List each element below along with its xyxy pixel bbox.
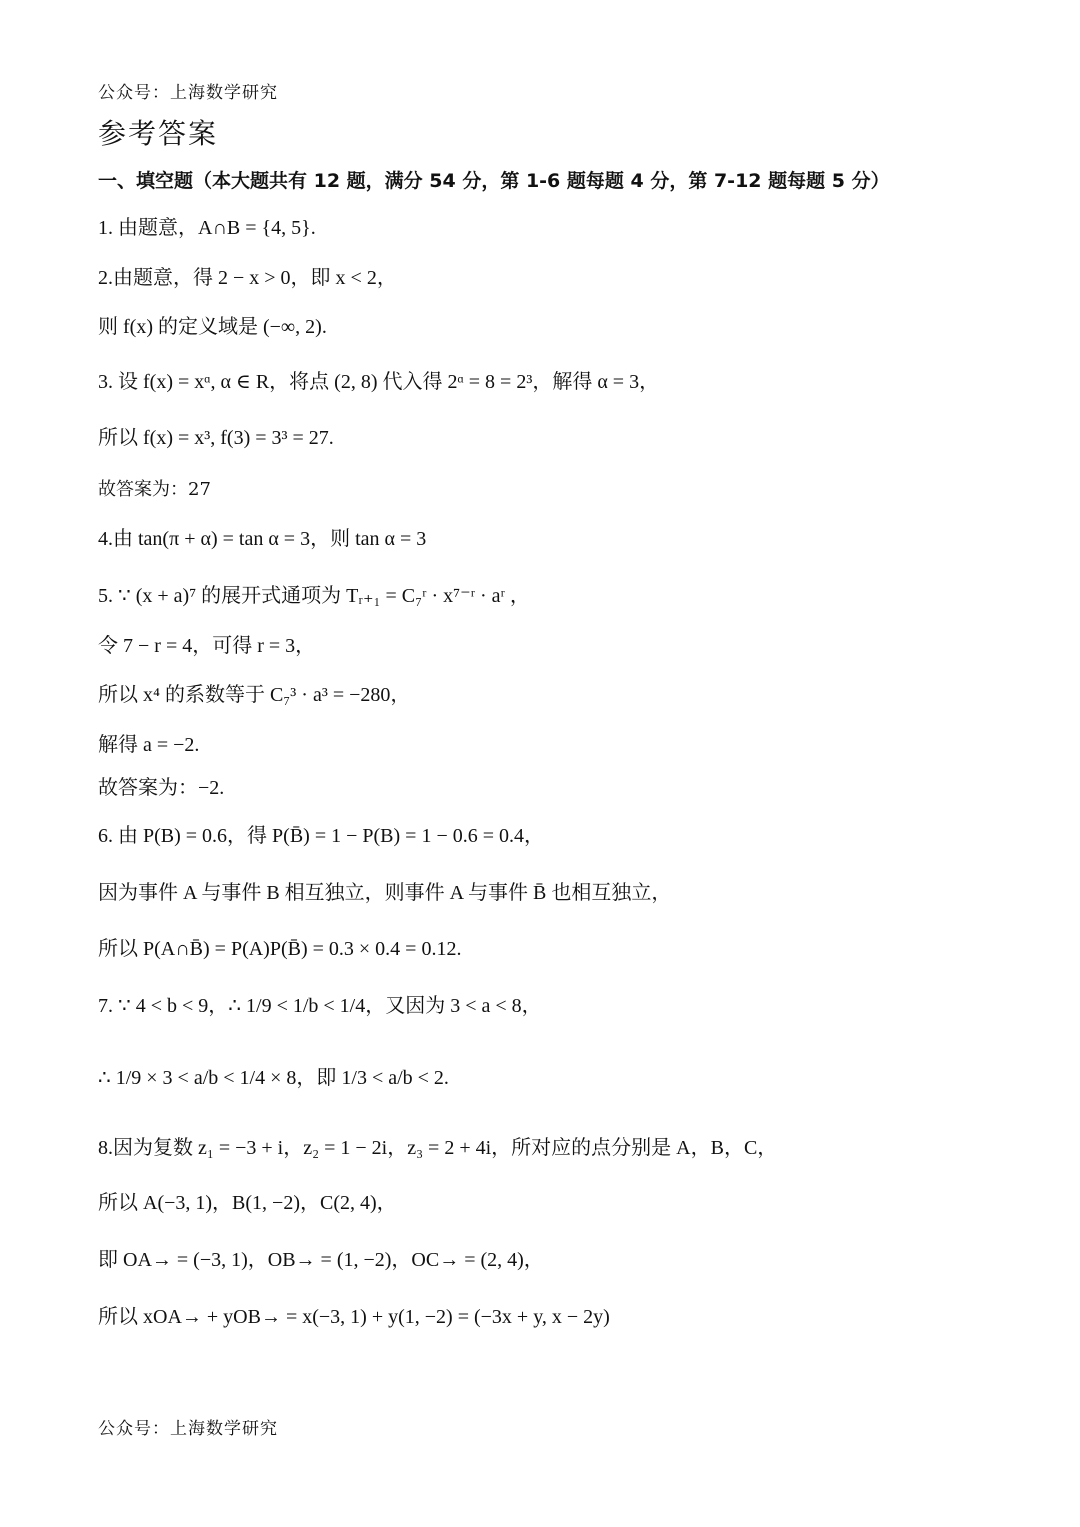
answer-3-line-2: 所以 f(x) = x³, f(3) = 3³ = 27. [98,427,334,449]
answer-5-line-1: 5. ∵ (x + a)⁷ 的展开式通项为 Tᵣ₊₁ = C₇ʳ · x⁷⁻ʳ · aʳ ， [98,585,530,607]
answer-8-line-4: 所以 xOA→ + yOB→ = x(−3, 1) + y(1, −2) = (−3x + y, x − 2y) [98,1306,610,1328]
answer-6-line-1: 6. 由 P(B) = 0.6，得 P(B̄) = 1 − P(B) = 1 − 0.6 = 0.4， [98,825,545,847]
answer-5-line-3: 所以 x⁴ 的系数等于 C₇³ · a³ = −280， [98,684,411,706]
answer-5-line-4: 解得 a = −2. [98,734,200,756]
answer-2-line-2: 则 f(x) 的定义域是 (−∞, 2). [98,316,327,338]
answer-8-line-3: 即 OA→ = (−3, 1)，OB→ = (1, −2)，OC→ = (2, 4)， [98,1249,544,1271]
answer-5-line-2: 令 7 − r = 4，可得 r = 3， [98,635,316,657]
page-title: 参考答案 [98,117,219,150]
answer-6-line-3: 所以 P(A∩B̄) = P(A)P(B̄) = 0.3 × 0.4 = 0.12. [98,938,462,960]
answer-2-line-1: 2.由题意，得 2 − x > 0，即 x < 2， [98,267,397,289]
answer-4-line: 4.由 tan(π + α) = tan α = 3，则 tan α = 3 [98,528,427,550]
answer-8-line-1: 8.因为复数 z₁ = −3 + i，z₂ = 1 − 2i，z₃ = 2 + 4i，所对应的点分别是 A，B，C， [98,1137,778,1159]
answer-1-line: 1. 由题意，A∩B = {4, 5}. [98,217,316,239]
answer-5-result: 故答案为：−2. [98,777,225,799]
answer-3-line-1: 3. 设 f(x) = xᵅ, α ∈ R，将点 (2, 8) 代入得 2ᵅ = 8 = 2³，解得 α = 3， [98,371,660,393]
section-heading: 一、填空题（本大题共有 12 题，满分 54 分，第 1-6 题每题 4 分，第 7-12 题每题 5 分） [98,170,890,192]
answer-3-result: 故答案为：27 [98,479,211,500]
answer-7-line-1: 7. ∵ 4 < b < 9，∴ 1/9 < 1/b < 1/4，又因为 3 < a < 8， [98,995,542,1017]
answer-6-line-2: 因为事件 A 与事件 B 相互独立，则事件 A 与事件 B̄ 也相互独立， [98,882,672,904]
page-footer: 公众号：上海数学研究 [98,1419,278,1439]
answer-8-line-2: 所以 A(−3, 1)，B(1, −2)，C(2, 4)， [98,1192,397,1214]
answer-7-line-2: ∴ 1/9 × 3 < a/b < 1/4 × 8，即 1/3 < a/b < 2. [98,1067,449,1089]
page-header: 公众号：上海数学研究 [98,83,278,103]
